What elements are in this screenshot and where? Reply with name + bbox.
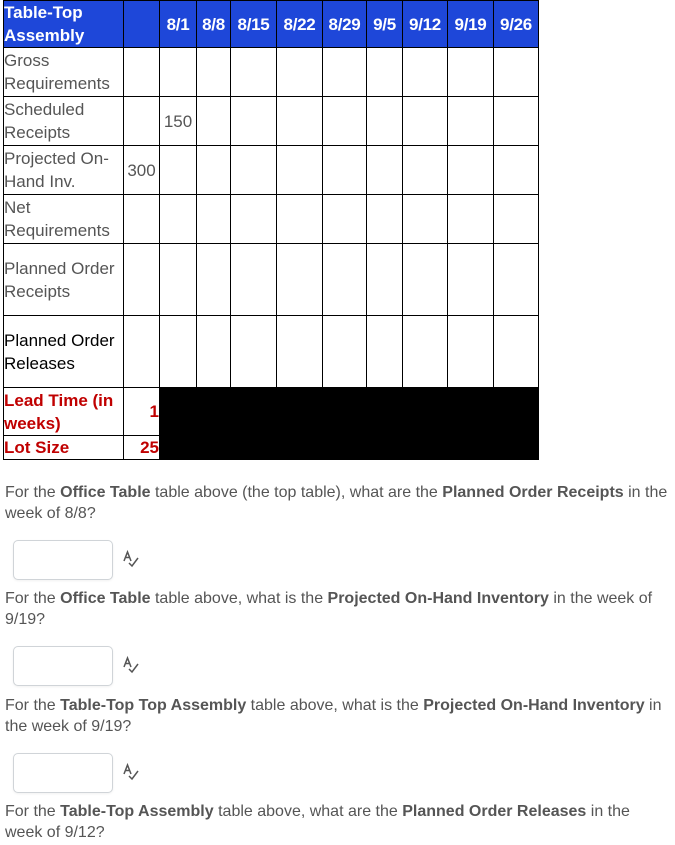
row-label: Projected On-Hand Inv.: [4, 146, 124, 195]
table-cell: [160, 146, 197, 195]
initial-cell: [124, 195, 160, 244]
table-cell: [160, 195, 197, 244]
table-cell: [231, 244, 277, 316]
table-cell: [323, 48, 367, 97]
week-header: 8/1: [160, 1, 197, 48]
question-bold: Table-Top Top Assembly: [60, 697, 247, 714]
table-cell: [448, 97, 494, 146]
table-cell: [197, 195, 231, 244]
question-text: in the week of 9/12?: [5, 803, 630, 841]
question-bold: Planned Order Receipts: [442, 484, 624, 501]
row-label: Scheduled Receipts: [4, 97, 124, 146]
row-label: Net Requirements: [4, 195, 124, 244]
question-2: [5, 588, 670, 630]
table-cell: [403, 97, 448, 146]
initial-column-header: [124, 1, 160, 48]
question-4: [5, 801, 670, 843]
table-cell: [403, 48, 448, 97]
question-bold: Planned Order Releases: [402, 803, 587, 820]
row-label: Gross Requirements: [4, 48, 124, 97]
spellcheck-icon[interactable]: [121, 655, 141, 675]
table-cell: [277, 146, 323, 195]
table-cell: [367, 316, 403, 388]
table-cell: [448, 48, 494, 97]
table-row: [4, 97, 539, 146]
table-row: [4, 48, 539, 97]
lead-time-row: [4, 388, 539, 436]
table-title: Table-Top Assembly: [4, 1, 124, 48]
week-header: 9/5: [367, 1, 403, 48]
question-text: table above (the top table), what are the: [150, 484, 443, 501]
table-cell: [323, 97, 367, 146]
question-bold: Office Table: [60, 590, 151, 607]
answer-input-1[interactable]: [13, 540, 113, 580]
table-cell: [197, 48, 231, 97]
table-row: [4, 195, 539, 244]
question-bold: Office Table: [60, 484, 151, 501]
table-cell: [494, 48, 539, 97]
table-cell: [367, 97, 403, 146]
table-cell: [448, 195, 494, 244]
table-cell: [231, 97, 277, 146]
question-text: For the: [5, 484, 61, 501]
question-text: For the: [5, 590, 61, 607]
table-row: [4, 316, 539, 388]
initial-cell: [124, 244, 160, 316]
lot-size-value: 25: [124, 436, 160, 460]
table-cell: [323, 195, 367, 244]
table-cell: [277, 195, 323, 244]
initial-cell: [124, 316, 160, 388]
table-cell: [494, 97, 539, 146]
table-row: [4, 244, 539, 316]
table-cell: [367, 146, 403, 195]
answer-input-2[interactable]: [13, 646, 113, 686]
question-bold: Table-Top Assembly: [60, 803, 214, 820]
week-header: 8/22: [277, 1, 323, 48]
mrp-table: [3, 0, 539, 460]
table-cell: [231, 146, 277, 195]
table-cell: [160, 244, 197, 316]
table-cell: [448, 146, 494, 195]
initial-cell: [124, 97, 160, 146]
week-header: 8/8: [197, 1, 231, 48]
answer-input-3[interactable]: [13, 753, 113, 793]
table-cell: [494, 316, 539, 388]
table-cell: [323, 244, 367, 316]
question-text: in the week of 9/19?: [5, 590, 653, 628]
table-cell: [323, 146, 367, 195]
table-cell: [494, 146, 539, 195]
week-header: 8/15: [231, 1, 277, 48]
table-cell: [197, 146, 231, 195]
table-cell: [494, 244, 539, 316]
question-text: table above, what is the: [246, 697, 424, 714]
spellcheck-icon[interactable]: [121, 762, 141, 782]
redacted-area: [160, 388, 539, 460]
table-cell: [367, 244, 403, 316]
table-cell: 150: [160, 97, 197, 146]
table-cell: [403, 195, 448, 244]
table-cell: [231, 316, 277, 388]
table-header-row: [4, 1, 539, 48]
week-header: 9/26: [494, 1, 539, 48]
question-3: [5, 695, 670, 737]
table-cell: [160, 316, 197, 388]
question-1: [5, 482, 670, 524]
question-text: For the: [5, 697, 61, 714]
table-cell: [448, 244, 494, 316]
table-cell: [197, 97, 231, 146]
row-label: Planned Order Releases: [4, 316, 124, 388]
question-text: in the week of 8/8?: [5, 484, 668, 522]
lead-time-value: 1: [124, 388, 160, 436]
question-text: table above, what are the: [213, 803, 403, 820]
table-cell: [367, 48, 403, 97]
row-label: Planned Order Receipts: [4, 244, 124, 316]
question-text: table above, what is the: [150, 590, 328, 607]
table-cell: [231, 48, 277, 97]
question-text: in the week of 9/19?: [5, 697, 662, 735]
lead-time-label: Lead Time (in weeks): [4, 388, 124, 436]
table-cell: [403, 316, 448, 388]
table-cell: [231, 195, 277, 244]
spellcheck-icon[interactable]: [121, 549, 141, 569]
table-cell: [367, 195, 403, 244]
table-cell: [323, 316, 367, 388]
table-cell: [448, 316, 494, 388]
lot-size-label: Lot Size: [4, 436, 124, 460]
table-cell: [277, 244, 323, 316]
table-row: [4, 146, 539, 195]
table-cell: [160, 48, 197, 97]
table-cell: [494, 195, 539, 244]
table-cell: [403, 244, 448, 316]
table-cell: [197, 316, 231, 388]
question-text: For the: [5, 803, 61, 820]
initial-cell: 300: [124, 146, 160, 195]
week-header: 8/29: [323, 1, 367, 48]
question-bold: Projected On-Hand Inventory: [423, 697, 645, 714]
table-cell: [277, 48, 323, 97]
question-bold: Projected On-Hand Inventory: [327, 590, 549, 607]
table-cell: [197, 244, 231, 316]
week-header: 9/19: [448, 1, 494, 48]
initial-cell: [124, 48, 160, 97]
table-cell: [277, 316, 323, 388]
week-header: 9/12: [403, 1, 448, 48]
table-cell: [277, 97, 323, 146]
table-cell: [403, 146, 448, 195]
